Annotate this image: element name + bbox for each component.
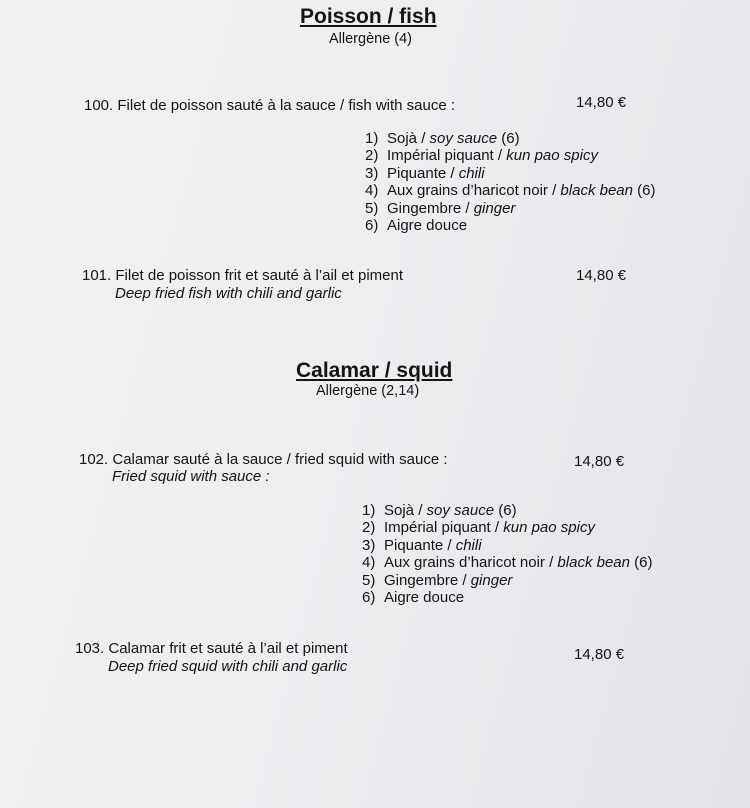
sauce-option [365,182,655,199]
option-french: Impérial piquant / [387,147,507,165]
option-french: Gingembre / [387,199,474,217]
section-allergens-squid: Allergène (2,14) [316,383,420,399]
option-number: 2) [362,519,376,537]
sauce-option [365,130,655,147]
option-english: kun pao spicy [506,147,598,165]
option-number: 5) [365,199,379,217]
dish-100-label: 100. Filet de poisson sauté à la sauce / fish with sauce : [84,97,456,114]
sauce-option [365,200,655,217]
dish-100-price: 14,80 € [576,94,627,111]
dish-102-label: 102. Calamar sauté à la sauce / fried squid with sauce : [79,451,448,468]
option-suffix: (6) [497,130,520,147]
option-french: Sojà / [387,130,430,147]
option-number: 6) [365,216,379,234]
dish-101-label: 101. Filet de poisson frit et sauté à l’ail et piment [82,267,404,284]
option-number: 1) [365,130,379,147]
option-french: Gingembre / [384,571,471,589]
option-number: 4) [365,182,379,200]
sauce-option [362,537,652,554]
option-english: black bean [557,554,630,572]
option-english: soy sauce [429,130,498,147]
dish-103-price: 14,80 € [574,646,625,663]
dish-101-subtitle: Deep fried fish with chili and garlic [115,285,342,302]
sauce-option [365,165,655,182]
sauce-option [365,217,655,234]
option-number: 2) [365,147,379,165]
option-english: chili [458,164,485,182]
dish-102-subtitle: Fried squid with sauce : [112,468,270,485]
option-english: soy sauce [426,502,495,519]
sauce-option [362,554,652,571]
option-french: Impérial piquant / [384,519,504,537]
sauce-option [362,502,652,519]
option-english: chili [455,536,482,554]
option-french: Aux grains d’haricot noir / [387,182,561,200]
option-french: Sojà / [384,502,427,519]
option-suffix: (6) [629,554,653,572]
section-title-fish: Poisson / fish [300,5,437,28]
option-french: Aigre douce [387,216,468,234]
option-number: 3) [362,536,376,554]
option-english: ginger [470,571,513,589]
sauce-option [362,519,652,536]
option-number: 4) [362,554,376,572]
option-english: ginger [473,199,516,217]
dish-103-subtitle: Deep fried squid with chili and garlic [108,658,348,675]
section-allergens-fish: Allergène (4) [329,31,413,47]
sauce-option [362,589,652,606]
sauce-option [362,572,652,589]
section-title-squid: Calamar / squid [296,359,453,382]
sauce-option [365,147,655,164]
option-suffix: (6) [494,502,517,519]
option-french: Aigre douce [384,588,465,606]
option-english: kun pao spicy [503,519,595,537]
option-french: Piquante / [384,536,456,554]
option-french: Piquante / [387,164,459,182]
option-suffix: (6) [632,182,656,200]
dish-102-price: 14,80 € [574,453,625,470]
option-french: Aux grains d’haricot noir / [384,554,558,572]
dish-102-sauce-options [362,502,652,606]
dish-101-price: 14,80 € [576,267,627,284]
option-number: 5) [362,571,376,589]
option-number: 1) [362,502,376,519]
dish-100-sauce-options [365,130,655,234]
option-english: black bean [560,182,633,200]
option-number: 6) [362,588,376,606]
option-number: 3) [365,164,379,182]
dish-103-label: 103. Calamar frit et sauté à l’ail et piment [75,640,348,657]
